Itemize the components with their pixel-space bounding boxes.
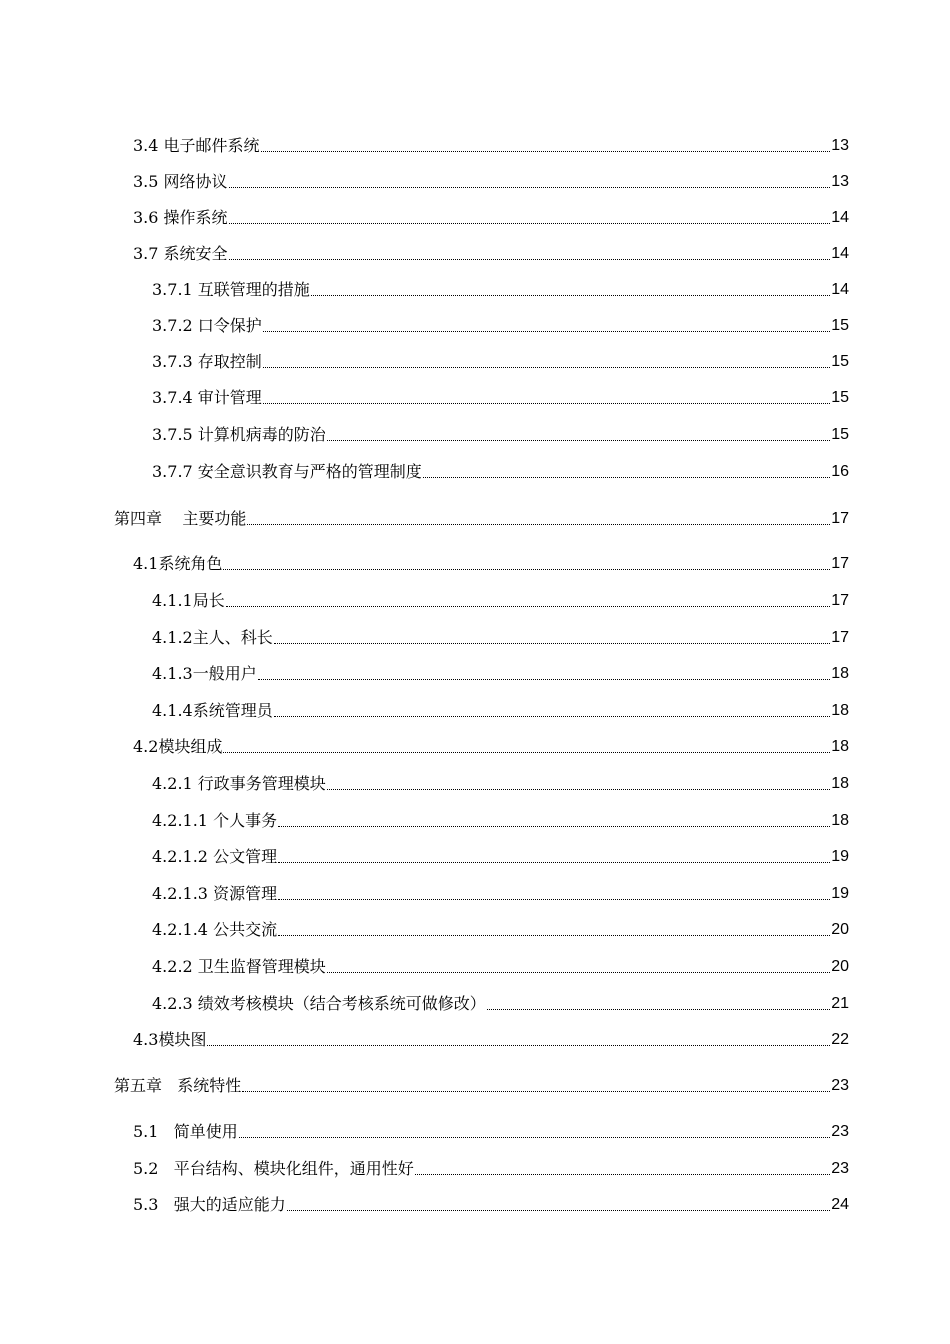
dot-leader	[423, 476, 830, 478]
dot-leader	[229, 258, 831, 260]
toc-entry-label: 4.2.1.2 公文管理	[152, 847, 278, 866]
toc-entry-page: 23	[831, 1160, 849, 1177]
toc-entry-label: 第五章 系统特性	[114, 1076, 242, 1095]
toc-entry[interactable]	[0, 1179, 849, 1215]
toc-entry[interactable]	[0, 795, 849, 831]
toc-entry-label: 第四章 主要功能	[114, 509, 247, 528]
dot-leader	[207, 1044, 830, 1046]
toc-entry-label: 4.2.1.1 个人事务	[152, 811, 278, 830]
dot-leader	[278, 934, 830, 936]
dot-leader	[239, 1136, 830, 1138]
toc-entry[interactable]	[0, 192, 849, 228]
toc-entry-page: 19	[831, 885, 849, 902]
toc-entry[interactable]	[0, 904, 849, 940]
toc-entry-page: 13	[831, 137, 849, 154]
toc-entry-page: 20	[831, 958, 849, 975]
dot-leader	[274, 715, 830, 717]
toc-entry-page: 14	[831, 245, 849, 262]
toc-entry-label: 3.7.3 存取控制	[152, 352, 262, 371]
toc-entry-label: 5.3 强大的适应能力	[133, 1195, 286, 1214]
toc-entry-label: 4.1.2主人、科长	[152, 628, 273, 647]
toc-entry-page: 17	[831, 592, 849, 609]
toc-entry-label: 3.7.4 审计管理	[152, 388, 262, 407]
toc-entry-label: 3.5 网络协议	[133, 172, 228, 191]
toc-entry[interactable]	[0, 264, 849, 300]
toc-entry[interactable]	[0, 1106, 849, 1142]
toc-entry[interactable]	[0, 156, 849, 192]
toc-entry-label: 4.2.1.4 公共交流	[152, 920, 278, 939]
toc-entry[interactable]	[0, 648, 849, 684]
toc-entry[interactable]	[0, 538, 849, 574]
toc-entry-label: 3.7.2 口令保护	[152, 316, 262, 335]
toc-entry-page: 20	[831, 921, 849, 938]
toc-entry-label: 4.1.3一般用户	[152, 664, 257, 683]
dot-leader	[263, 330, 830, 332]
toc-entry[interactable]	[0, 336, 849, 372]
toc-entry-page: 17	[831, 555, 849, 572]
toc-entry[interactable]	[0, 1014, 849, 1050]
dot-leader	[415, 1173, 830, 1175]
toc-entry-label: 3.7.1 互联管理的措施	[152, 280, 310, 299]
dot-leader	[327, 788, 830, 790]
toc-entry[interactable]	[0, 978, 849, 1014]
toc-entry[interactable]	[0, 300, 849, 336]
toc-chapter-entry[interactable]	[0, 493, 849, 529]
dot-leader	[278, 898, 830, 900]
toc-entry-page: 18	[831, 812, 849, 829]
toc-chapter-entry[interactable]	[0, 1060, 849, 1096]
dot-leader	[263, 366, 830, 368]
toc-entry-page: 19	[831, 848, 849, 865]
dot-leader	[242, 1090, 830, 1092]
toc-entry-page: 17	[831, 510, 849, 527]
toc-entry-label: 4.2.2 卫生监督管理模块	[152, 957, 326, 976]
toc-entry-label: 4.2.1.3 资源管理	[152, 884, 278, 903]
toc-entry-page: 23	[831, 1123, 849, 1140]
toc-entry-page: 14	[831, 209, 849, 226]
toc-entry[interactable]	[0, 120, 849, 156]
toc-entry-label: 3.6 操作系统	[133, 208, 228, 227]
toc-entry[interactable]	[0, 228, 849, 264]
toc-entry[interactable]	[0, 868, 849, 904]
dot-leader	[274, 642, 830, 644]
dot-leader	[226, 605, 830, 607]
dot-leader	[311, 294, 830, 296]
toc-entry[interactable]	[0, 721, 849, 757]
toc-entry-page: 22	[831, 1031, 849, 1048]
dot-leader	[263, 402, 830, 404]
toc-entry-label: 3.7.5 计算机病毒的防治	[152, 425, 326, 444]
toc-entry[interactable]	[0, 758, 849, 794]
dot-leader	[247, 523, 830, 525]
toc-entry-page: 23	[831, 1077, 849, 1094]
toc-entry-label: 3.7 系统安全	[133, 244, 228, 263]
toc-entry-page: 18	[831, 665, 849, 682]
toc-entry-label: 4.1.1局长	[152, 591, 225, 610]
toc-entry[interactable]	[0, 409, 849, 445]
dot-leader	[258, 678, 830, 680]
toc-entry-page: 13	[831, 173, 849, 190]
dot-leader	[278, 861, 830, 863]
toc-entry-label: 4.2.3 绩效考核模块（结合考核系统可做修改）	[152, 994, 486, 1013]
dot-leader	[327, 439, 830, 441]
toc-entry-page: 18	[831, 775, 849, 792]
toc-entry-page: 21	[831, 995, 849, 1012]
dot-leader	[287, 1209, 830, 1211]
toc-entry-label: 4.1.4系统管理员	[152, 701, 273, 720]
dot-leader	[487, 1008, 830, 1010]
toc-entry-label: 5.2 平台结构、模块化组件，通用性好	[133, 1159, 414, 1178]
toc-entry[interactable]	[0, 446, 849, 482]
toc-entry-page: 16	[831, 463, 849, 480]
toc-entry-page: 17	[831, 629, 849, 646]
toc-entry-label: 4.2.1 行政事务管理模块	[152, 774, 326, 793]
toc-entry-label: 5.1 简单使用	[133, 1122, 238, 1141]
toc-entry-label: 4.1系统角色	[133, 554, 223, 573]
toc-entry-label: 3.7.7 安全意识教育与严格的管理制度	[152, 462, 422, 481]
toc-entry-page: 15	[831, 426, 849, 443]
toc-entry[interactable]	[0, 685, 849, 721]
toc-entry-page: 18	[831, 702, 849, 719]
toc-entry-page: 18	[831, 738, 849, 755]
toc-entry[interactable]	[0, 831, 849, 867]
dot-leader	[261, 150, 831, 152]
toc-entry[interactable]	[0, 1143, 849, 1179]
toc-entry-label: 4.3模块图	[133, 1030, 207, 1049]
dot-leader	[327, 971, 830, 973]
toc-entry[interactable]	[0, 941, 849, 977]
toc-entry[interactable]	[0, 575, 849, 611]
toc-entry-page: 14	[831, 281, 849, 298]
toc-entry[interactable]	[0, 372, 849, 408]
dot-leader	[223, 751, 830, 753]
toc-entry-page: 24	[831, 1196, 849, 1213]
dot-leader	[229, 222, 831, 224]
dot-leader	[278, 825, 830, 827]
toc-entry-label: 4.2模块组成	[133, 737, 223, 756]
toc-entry-page: 15	[831, 317, 849, 334]
toc-entry[interactable]	[0, 612, 849, 648]
dot-leader	[229, 186, 831, 188]
toc-entry-page: 15	[831, 389, 849, 406]
toc-entry-label: 3.4 电子邮件系统	[133, 136, 260, 155]
dot-leader	[223, 568, 830, 570]
toc-entry-page: 15	[831, 353, 849, 370]
